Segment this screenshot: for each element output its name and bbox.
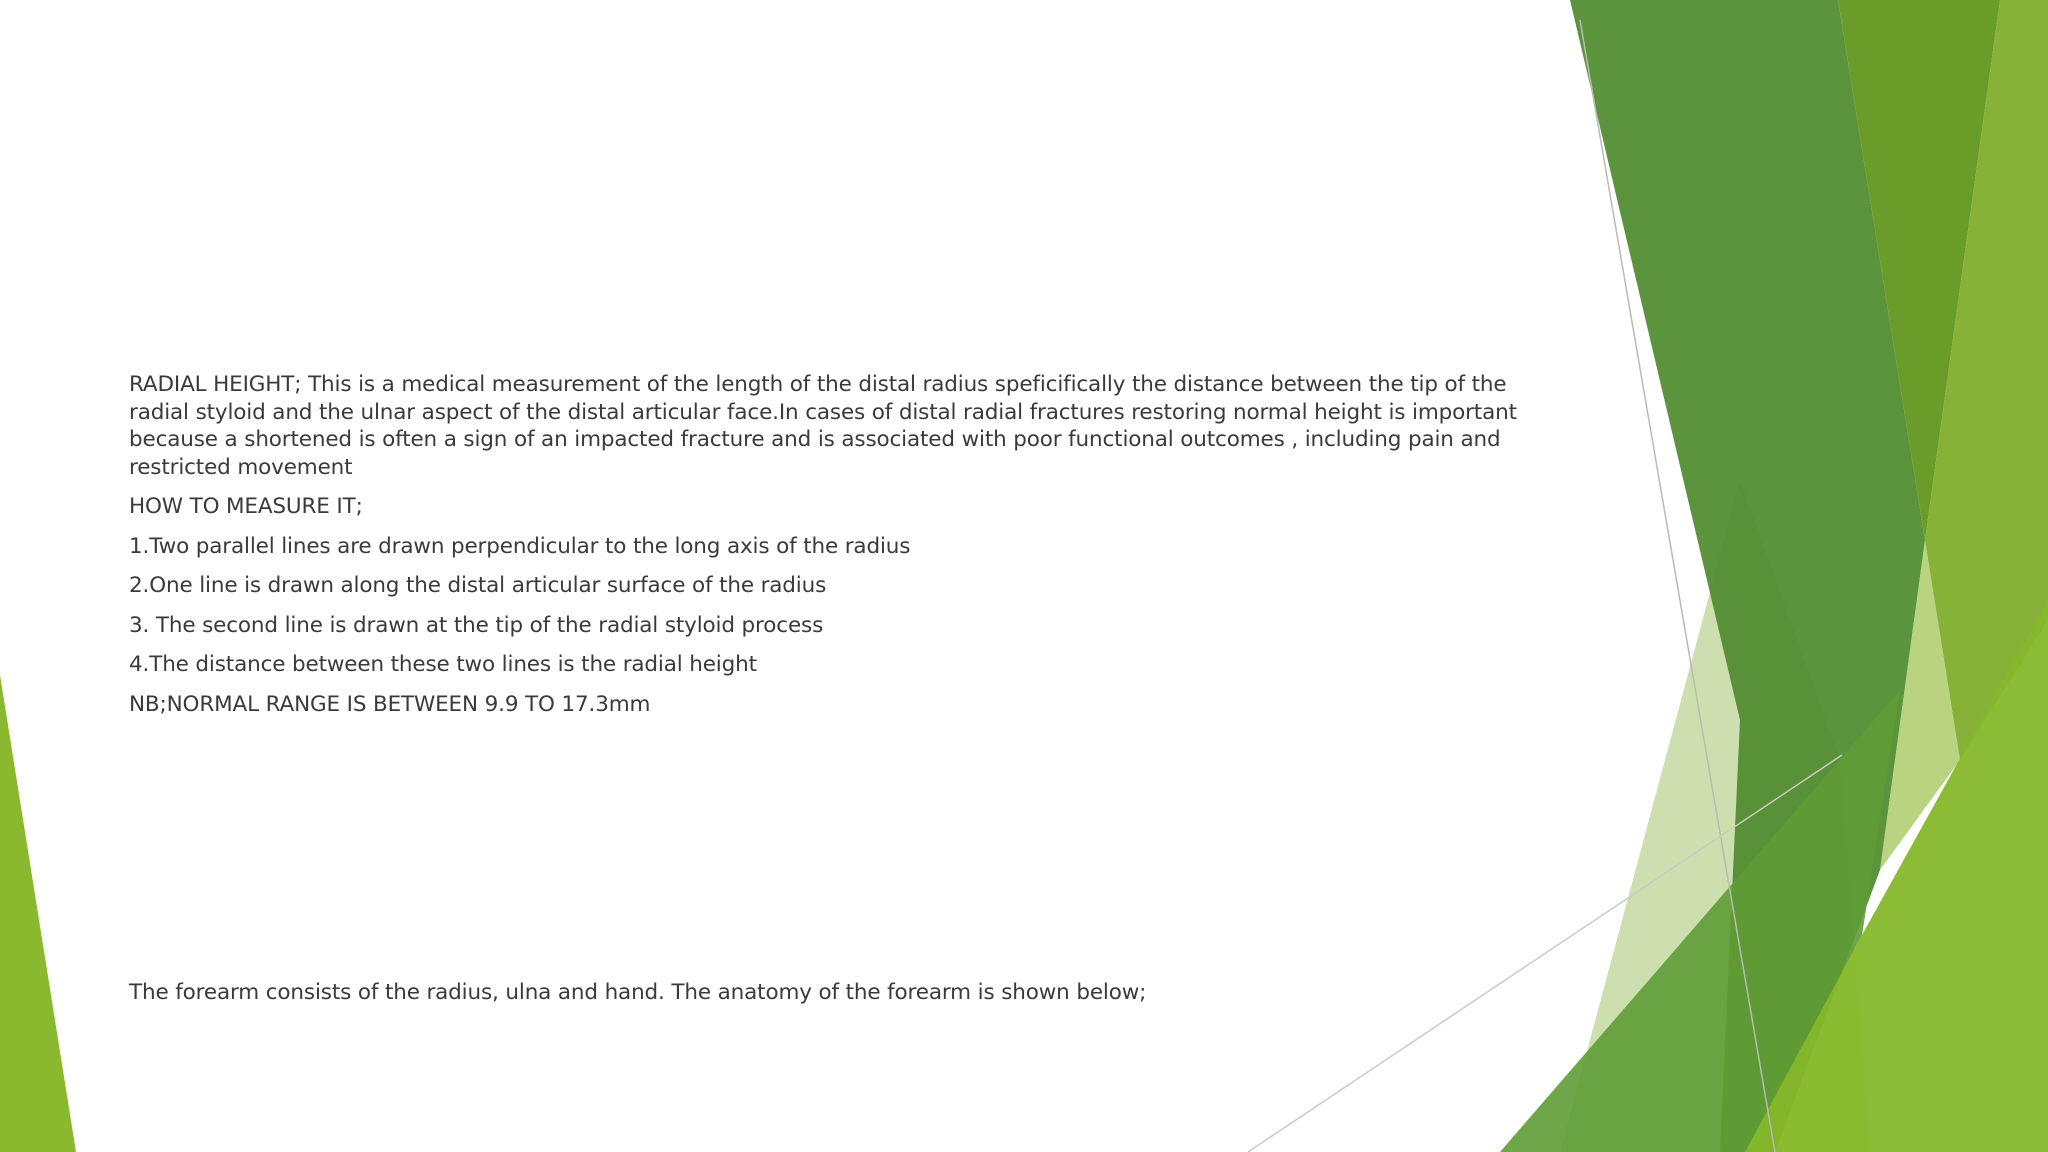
- intro-paragraph: RADIAL HEIGHT; This is a medical measurement of the length of the distal radius speficifically the distance between the tip of the radial styloid and the ulnar aspect of the distal articular face.In cases of distal radial fractures restoring normal height is important because a shortened is often a sign of an impacted fracture and is associated with poor functional outcomes , including pain and restricted movement: [129, 372, 1517, 480]
- step-3: 3. The second line is drawn at the tip of the radial styloid process: [129, 612, 824, 638]
- main-text-block: [129, 371, 1549, 730]
- step-4: 4.The distance between these two lines is the radial height: [129, 652, 757, 677]
- step-2: 2.One line is drawn along the distal articular surface of the radius: [129, 573, 827, 598]
- step-1: 1.Two parallel lines are drawn perpendicular to the long axis of the radius: [129, 533, 911, 559]
- how-to-heading: HOW TO MEASURE IT;: [129, 494, 363, 519]
- normal-range-note: NB;NORMAL RANGE IS BETWEEN 9.9 TO 17.3mm: [129, 691, 651, 717]
- left-green-sliver: [0, 675, 76, 1152]
- forearm-caption: The forearm consists of the radius, ulna and hand. The anatomy of the forearm is shown below;: [129, 980, 1147, 1005]
